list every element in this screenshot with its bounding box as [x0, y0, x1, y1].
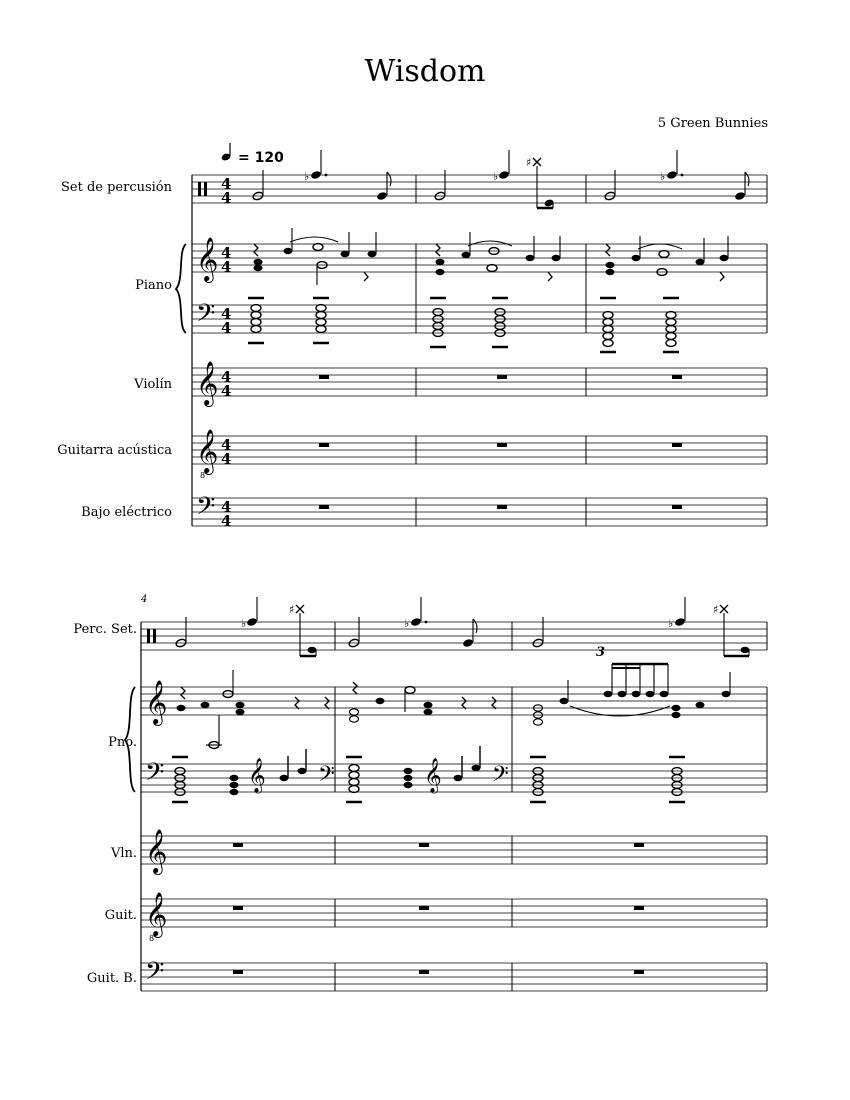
barlines-system-2 [335, 622, 767, 991]
piano-brace [176, 244, 186, 333]
piano-treble-notes-system-1 [254, 228, 729, 285]
staff-guitar [192, 436, 767, 464]
svg-text:4: 4 [221, 258, 232, 276]
time-signatures [221, 175, 231, 530]
label-percussion-short: Perc. Set. [73, 622, 137, 637]
svg-text:8: 8 [200, 471, 206, 480]
staff-violin-2 [141, 836, 767, 864]
clefs-system-2 [145, 629, 167, 992]
svg-text:4: 4 [221, 319, 232, 337]
bass-clef-icon: 𝄢 [196, 492, 216, 527]
staff-violin [192, 368, 767, 396]
barlines-system-1 [416, 175, 767, 526]
svg-text:4: 4 [221, 305, 232, 323]
svg-text:4: 4 [221, 450, 232, 468]
treble-clef-icon: 𝄞 [196, 237, 219, 281]
svg-text:4: 4 [221, 175, 232, 193]
svg-text:𝄢: 𝄢 [492, 762, 509, 792]
treble-clef-8vb-icon: 𝄞 [196, 429, 219, 473]
bass-clef-icon: 𝄢 [196, 299, 216, 334]
measure-number: 4 [141, 594, 148, 605]
tuplet-number: 3 [596, 645, 606, 660]
staff-bass-2 [141, 963, 767, 991]
svg-text:♯: ♯ [526, 156, 532, 169]
treble-clef-icon: 𝄞 [196, 361, 219, 405]
staff-percussion [192, 175, 767, 203]
treble-clef-icon: 𝄞 [145, 680, 168, 724]
composer-name: 5 Green Bunnies [657, 116, 768, 131]
label-violin: Violín [134, 377, 172, 392]
percussion-clef-icon [147, 629, 150, 643]
label-piano: Piano [135, 278, 172, 293]
svg-text:4: 4 [221, 382, 232, 400]
piano-treble-notes-system-2 [177, 645, 731, 748]
svg-text:𝄞: 𝄞 [424, 758, 442, 793]
svg-text:♭: ♭ [404, 617, 410, 630]
tempo-marking [221, 143, 284, 166]
label-guitar: Guitarra acústica [57, 443, 172, 458]
svg-text:♯: ♯ [289, 603, 295, 616]
svg-text:𝄢: 𝄢 [318, 762, 335, 792]
label-bass: Bajo eléctrico [81, 505, 172, 520]
bass-clef-icon: 𝄢 [145, 758, 165, 793]
svg-text:8: 8 [149, 934, 155, 943]
whole-rests-system-2 [233, 843, 644, 974]
svg-text:4: 4 [221, 244, 232, 262]
label-percussion: Set de percusión [60, 180, 172, 195]
staff-piano-bass [192, 305, 767, 333]
label-guitar-short: Guit. [104, 908, 137, 923]
label-bass-short: Guit. B. [86, 971, 137, 986]
staff-bass [192, 498, 767, 526]
clefs-system-1 [196, 182, 218, 527]
label-piano-short: Pno. [108, 735, 137, 750]
treble-clef-8vb-icon: 𝄞 [145, 892, 168, 936]
svg-text:♭: ♭ [241, 617, 247, 630]
piano-brace-2 [125, 687, 135, 792]
piano-bass-chords-system-1 [248, 298, 679, 352]
whole-rests-system-1 [319, 375, 682, 509]
svg-text:♭: ♭ [304, 170, 310, 183]
staff-piano-treble-2 [141, 687, 767, 715]
svg-text:4: 4 [221, 189, 232, 207]
svg-text:♭: ♭ [493, 170, 499, 183]
piano-bass-notes-system-2 [172, 746, 685, 802]
percussion-notes-system-1 [252, 150, 749, 208]
tempo-text: = 120 [238, 150, 284, 166]
svg-text:♭: ♭ [660, 170, 666, 183]
svg-text:♯: ♯ [713, 603, 719, 616]
percussion-clef-icon [198, 182, 201, 196]
svg-text:4: 4 [221, 368, 232, 386]
bass-clef-icon: 𝄢 [145, 957, 165, 992]
label-violin-short: Vln. [110, 846, 137, 861]
svg-text:4: 4 [221, 498, 232, 516]
svg-text:4: 4 [221, 436, 232, 454]
svg-text:𝄞: 𝄞 [248, 758, 266, 793]
svg-text:4: 4 [221, 512, 232, 530]
svg-text:♭: ♭ [668, 617, 674, 630]
percussion-notes-system-2 [175, 597, 749, 656]
score-title: Wisdom [364, 54, 486, 89]
treble-clef-icon: 𝄞 [145, 829, 168, 873]
staff-guitar-2 [141, 899, 767, 927]
